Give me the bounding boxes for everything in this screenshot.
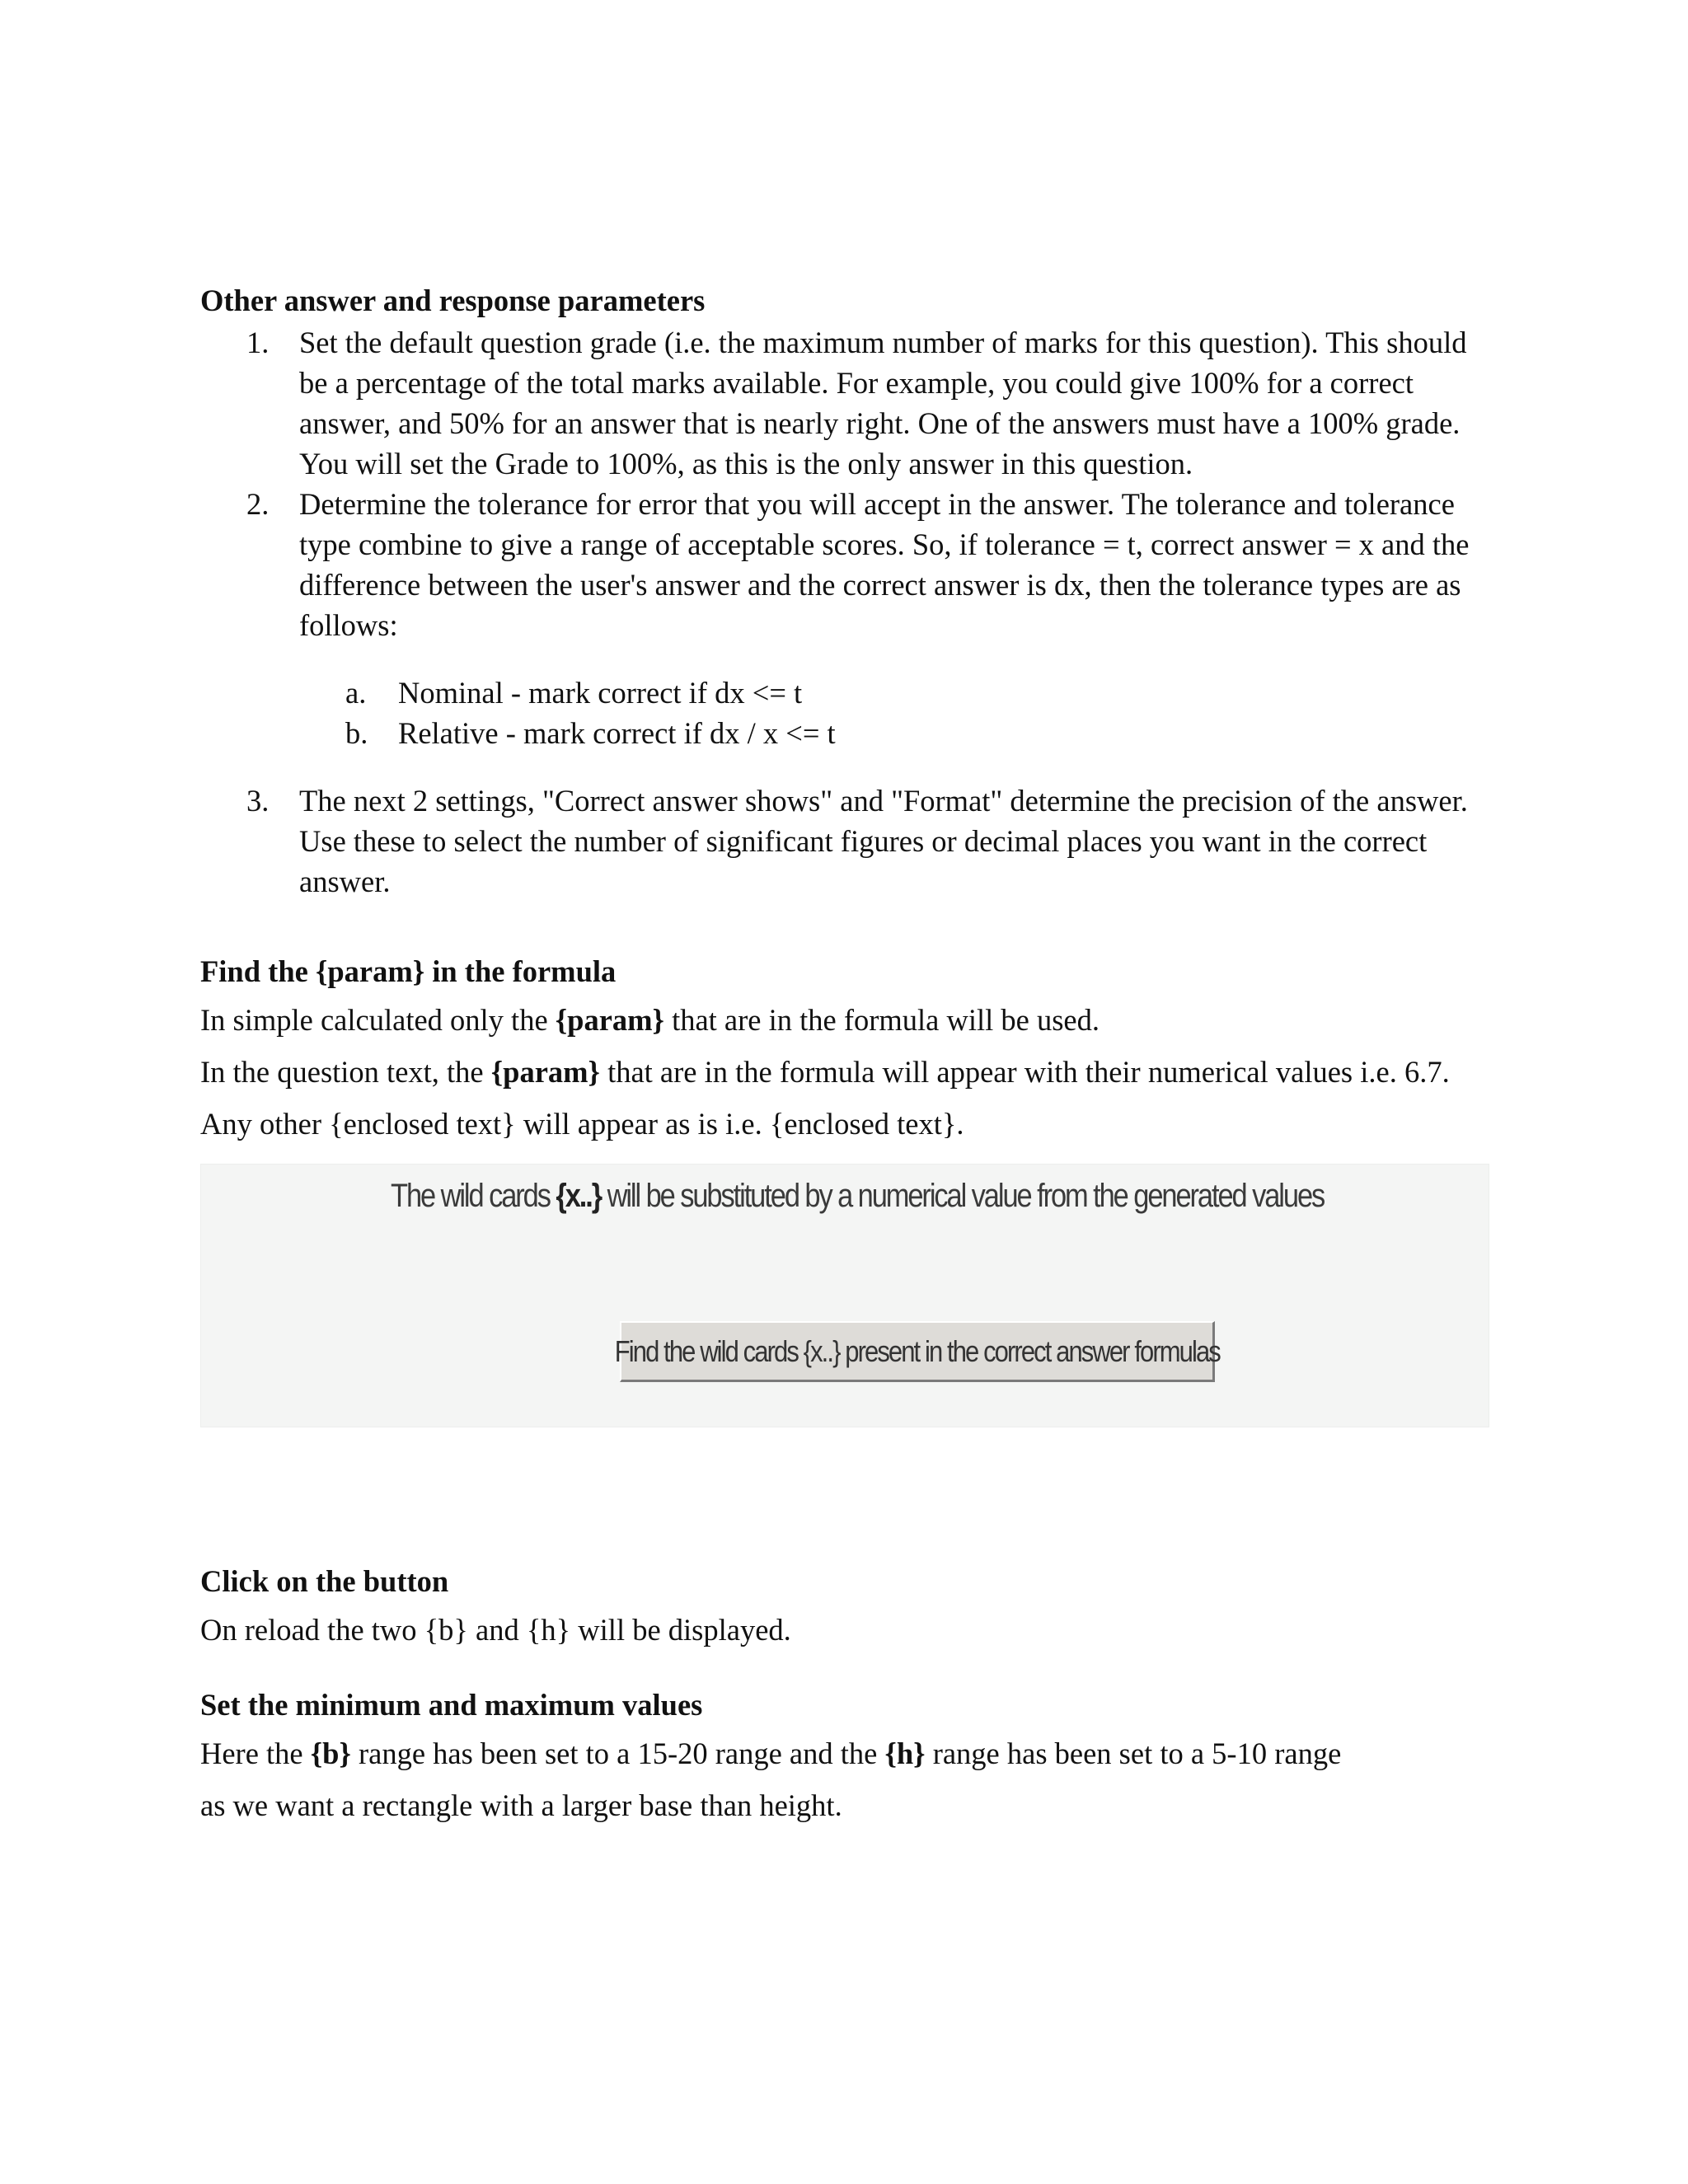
list-text-line: answer, and 50% for an answer that is nearly right. One of the answers must have a 100% grade. xyxy=(299,406,1461,440)
list-item xyxy=(200,484,1503,753)
list-number: 1. xyxy=(246,326,270,359)
list-text-line: be a percentage of the total marks available. For example, you could give 100% for a correct xyxy=(299,366,1414,400)
list-text-line: Determine the tolerance for error that you will accept in the answer. The tolerance and tolerance xyxy=(299,487,1455,521)
section-heading-other-parameters: Other answer and response parameters xyxy=(200,284,706,317)
wild-cards-caption: The wild cards {x..} will be substituted by a numerical value from the generated values xyxy=(391,1178,1325,1214)
sub-list-item xyxy=(299,673,1503,713)
list-number: 3. xyxy=(246,784,270,818)
list-number: 2. xyxy=(246,487,270,521)
tolerance-types-list xyxy=(299,673,1503,753)
list-text-line: difference between the user's answer and the correct answer is dx, then the tolerance types are as xyxy=(299,568,1461,602)
paragraph: On reload the two {b} and {h} will be displayed. xyxy=(200,1613,791,1647)
list-text-line: You will set the Grade to 100%, as this is the only answer in this question. xyxy=(299,447,1193,480)
sub-list-text: Relative - mark correct if dx / x <= t xyxy=(398,716,836,750)
list-text-line: answer. xyxy=(299,865,391,898)
section-heading-find-param: Find the {param} in the formula xyxy=(200,954,617,988)
list-text-line: type combine to give a range of acceptable scores. So, if tolerance = t, correct answer = x and the xyxy=(299,527,1470,561)
embedded-screenshot xyxy=(200,1164,1489,1427)
paragraph: In simple calculated only the {param} that are in the formula will be used. xyxy=(200,1003,1100,1037)
paragraph: as we want a rectangle with a larger base than height. xyxy=(200,1788,842,1822)
list-text-line: Use these to select the number of significant figures or decimal places you want in the correct xyxy=(299,824,1428,858)
list-item xyxy=(200,322,1503,484)
list-text-line: Set the default question grade (i.e. the maximum number of marks for this question). This should xyxy=(299,326,1467,359)
sub-list-text: Nominal - mark correct if dx <= t xyxy=(398,676,803,710)
find-wild-cards-button[interactable]: Find the wild cards {x..} present in the correct answer formulas xyxy=(620,1321,1215,1382)
sub-list-item xyxy=(299,713,1503,753)
paragraph: Here the {b} range has been set to a 15-20 range and the {h} range has been set to a 5-10 range xyxy=(200,1736,1342,1770)
list-text-line: follows: xyxy=(299,608,398,642)
sub-list-letter: b. xyxy=(345,716,368,750)
paragraph: Any other {enclosed text} will appear as is i.e. {enclosed text}. xyxy=(200,1107,964,1141)
document-page xyxy=(200,280,1503,1825)
sub-list-letter: a. xyxy=(345,676,367,710)
list-item xyxy=(200,780,1503,902)
list-text-line: The next 2 settings, "Correct answer shows" and "Format" determine the precision of the answer. xyxy=(299,784,1468,818)
section-heading-min-max: Set the minimum and maximum values xyxy=(200,1688,703,1722)
section-heading-click-button: Click on the button xyxy=(200,1564,449,1598)
paragraph: In the question text, the {param} that are in the formula will appear with their numerical values i.e. 6.7. xyxy=(200,1055,1450,1089)
parameters-list xyxy=(200,322,1503,902)
